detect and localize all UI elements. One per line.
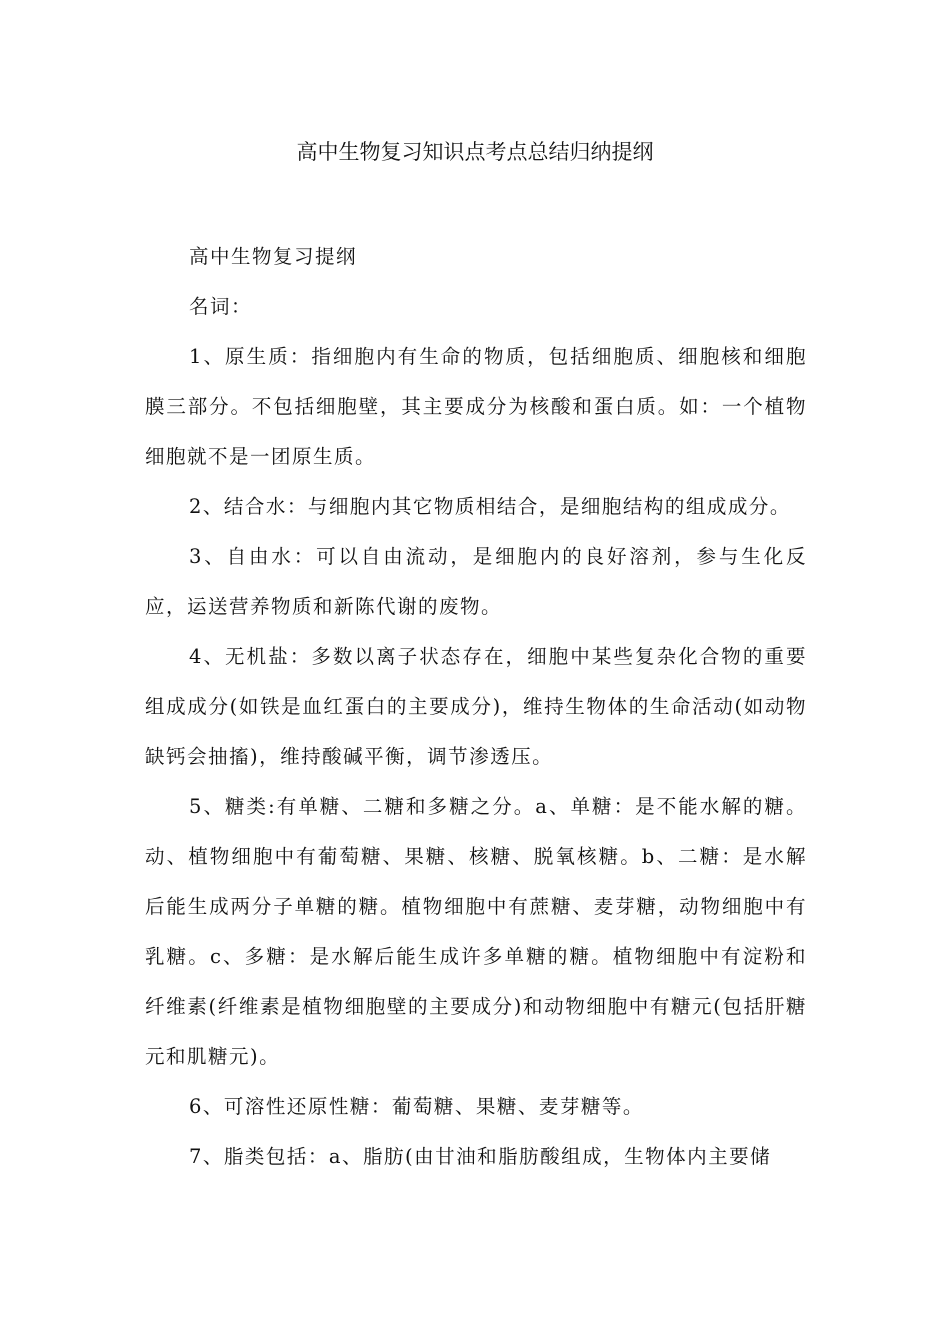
paragraph-inorganic-salts: 4、无机盐：多数以离子状态存在，细胞中某些复杂化合物的重要组成成分(如铁是血红蛋白的主要成分)，维持生物体的生命活动(如动物缺钙会抽搐)，维持酸碱平衡，调节渗透压。: [145, 645, 807, 768]
paragraph-terms-label: 名词：: [189, 295, 253, 318]
paragraph-reducing-sugars: 6、可溶性还原性糖：葡萄糖、果糖、麦芽糖等。: [189, 1095, 644, 1118]
paragraph-protoplasm: 1、原生质：指细胞内有生命的物质，包括细胞质、细胞核和细胞膜三部分。不包括细胞壁，其主要成分为核酸和蛋白质。如：一个植物细胞就不是一团原生质。: [145, 345, 807, 468]
document-title: 高中生物复习知识点考点总结归纳提纲: [296, 140, 654, 164]
paragraph-lipids: 7、脂类包括：a、脂肪(由甘油和脂肪酸组成，生物体内主要储: [189, 1145, 772, 1168]
paragraph-heading: 高中生物复习提纲: [189, 245, 358, 268]
paragraph-free-water: 3、自由水：可以自由流动，是细胞内的良好溶剂，参与生化反应，运送营养物质和新陈代谢的废物。: [145, 545, 807, 618]
paragraph-bound-water: 2、结合水：与细胞内其它物质相结合，是细胞结构的组成成分。: [189, 495, 791, 518]
document-body: [145, 232, 807, 1182]
paragraph-carbohydrates: 5、糖类:有单糖、二糖和多糖之分。a、单糖：是不能水解的糖。动、植物细胞中有葡萄糖、果糖、核糖、脱氧核糖。b、二糖：是水解后能生成两分子单糖的糖。植物细胞中有蔗糖、麦芽糖，动物细胞中有乳糖。c、多糖：是水解后能生成许多单糖的糖。植物细胞中有淀粉和纤维素(纤维素是植物细胞壁的主要成分)和动物细胞中有糖元(包括肝糖元和肌糖元)。: [145, 795, 807, 1068]
